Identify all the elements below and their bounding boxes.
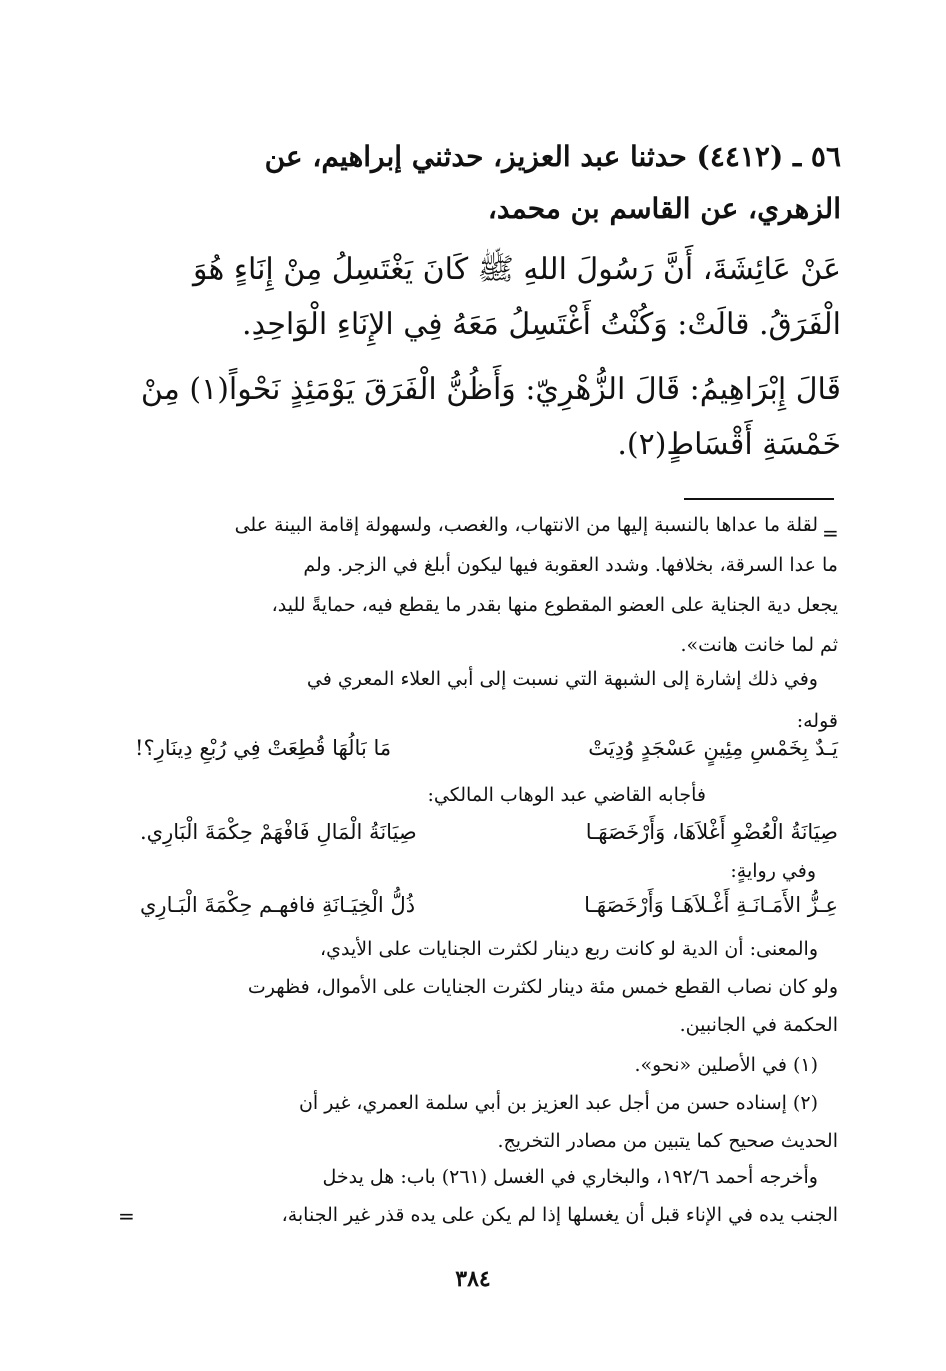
poem-1-hemistich-right: يَـدٌ بِخَمْسِ مِئِينٍ عَسْجَدٍ وُدِيَتْ (588, 736, 838, 760)
continuation-mark: = (822, 521, 839, 545)
continuation-mark-end: = (118, 1204, 135, 1228)
meaning-line: الحكمة في الجانبين. (679, 1014, 838, 1036)
meaning-line: والمعنى: أن الدية لو كانت ربع دينار لكثرت الجنايات على الأيدي، (320, 938, 818, 960)
variant-intro: وفي روايةٍ: (730, 860, 816, 882)
footnote-line: قوله: (796, 710, 838, 732)
footnote-2-line: (٢) إسناده حسن من أجل عبد العزيز بن أبي سلمة العمري، غير أن (298, 1092, 818, 1114)
poem-3-hemistich-right: عِـزُّ الأَمَـانَـةِ أَغْـلاَهَـا وَأَرْخَصَهَـا (584, 893, 838, 917)
meaning-line: ولو كان نصاب القطع خمس مئة دينار لكثرت الجنايات على الأموال، فظهرت (247, 976, 838, 998)
footnote-2-line: الحديث صحيح كما يتبين من مصادر التخريج. (497, 1130, 838, 1152)
poem-2-hemistich-left: صِيَانَةُ الْمَالِ فَافْهَمْ حِكْمَةَ الْبَارِي. (140, 820, 417, 844)
footnote-2-line: وأخرجه أحمد ١٩٢/٦، والبخاري في الغسل (٢٦١) باب: هل يدخل (322, 1166, 818, 1188)
hadith-matn-line-1: عَنْ عَائِشَةَ، أَنَّ رَسُولَ اللهِ ﷺ كَانَ يَغْتَسِلُ مِنْ إِنَاءٍ هُوَ (192, 252, 841, 287)
hadith-matn-line-2: الْفَرَقُ. قالَتْ: وَكُنْتُ أَغْتَسِلُ مَعَهُ فِي الإِنَاءِ الْوَاحِدِ. (242, 307, 841, 342)
footnote-1: (١) في الأصلين «نحو». (634, 1054, 818, 1076)
poem-3-hemistich-left: ذُلُّ الْخِيَـانَةِ فافهـم حِكْمَةَ الْبَـارِي (140, 893, 416, 917)
poem-1-hemistich-left: مَا بَالُهَا قُطِعَتْ فِي رُبْعِ دِينَارِ؟! (135, 736, 392, 760)
footnote-line: ثم لما خانت هانت». (680, 634, 838, 656)
footnote-separator (684, 498, 834, 500)
footnote-line: ما عدا السرقة، بخلافها. وشدد العقوبة فيها ليكون أبلغ في الزجر. ولم (303, 554, 838, 576)
footnote-line: وفي ذلك إشارة إلى الشبهة التي نسبت إلى أبي العلاء المعري في (306, 668, 818, 690)
footnote-line: لقلة ما عداها بالنسبة إليها من الانتهاب، والغصب، ولسهولة إقامة البينة على (234, 514, 818, 536)
page-number: ٣٨٤ (455, 1266, 491, 1292)
poem-2-hemistich-right: صِيَانَةُ الْعُضْوِ أَغْلاَهَا، وَأَرْخَصَهَـا (585, 820, 838, 844)
hadith-matn-line-4: خَمْسَةِ أَقْسَاطٍ(٢). (617, 427, 841, 462)
hadith-isnad-line-2: الزهري، عن القاسم بن محمد، (487, 192, 841, 225)
footnote-2-line: الجنب يده في الإناء قبل أن يغسلها إذا لم يكن على يده قذر غير الجنابة، (281, 1204, 838, 1226)
footnote-line: يجعل دية الجناية على العضو المقطوع منها بقدر ما يقطع فيه، حمايةً لليد، (271, 594, 838, 616)
hadith-isnad-line-1: ٥٦ ـ (٤٤١٢) حدثنا عبد العزيز، حدثني إبراهيم، عن (264, 140, 841, 173)
reply-intro: فأجابه القاضي عبد الوهاب المالكي: (427, 784, 706, 806)
hadith-matn-line-3: قَالَ إِبْرَاهِيمُ: قَالَ الزُّهْرِيّ: وَأَظُنُّ الْفَرَقَ يَوْمَئِذٍ نَحْواً(١) مِنْ (140, 372, 841, 407)
